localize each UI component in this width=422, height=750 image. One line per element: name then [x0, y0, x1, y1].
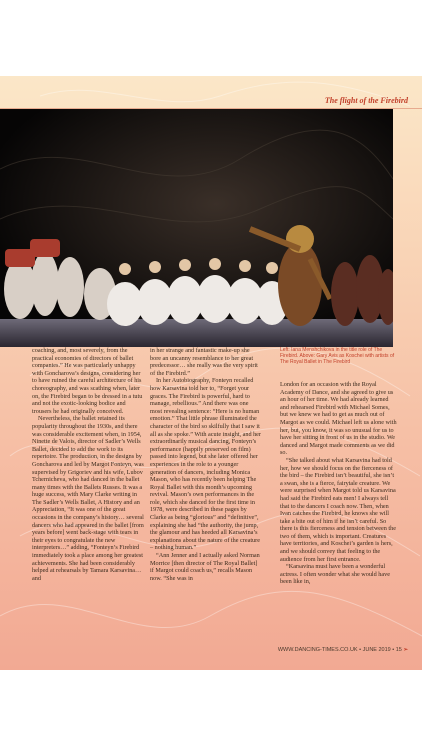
footer-separator: •: [392, 647, 395, 653]
photo-caption: Left: Iana Menshchikova in the title role of The Firebird. Above: Gary Avis as Koschei with artists of The Royal Ballet in The Firebird: [280, 347, 395, 365]
footer-site: WWW.DANCING-TIMES.CO.UK: [277, 647, 358, 653]
page-footer: [278, 647, 408, 653]
paragraph: Nevertheless, the ballet retained its popularity throughout the 1930s, and there was considerable excitement when, in 1954, Ninette de Valois, director of Sadler’s Wells Ballet, decided to add the work to its repertoire. The production, in the designs by Goncharova and led by Margot Fonteyn, was supervised by Grigoriev and his wife, Lubov Tchernicheva, who had danced in the ballet many times with the Ballets Russes. It was a huge success, with Mary Clarke writing in The Sadler’s Wells Ballet, A History and an Appreciation, “It was one of the great occasions in the company’s history… several dancers who had appeared in the ballet [from years before] went back-stage with tears in their eyes to congratulate the new interpreters…” adding, “Fonteyn’s Firebird immediately took a place among her greatest achievements. She had been considerably helped at rehearsals by Tamara Karsavina… and: [32, 415, 144, 582]
footer-date: JUNE 2019: [362, 647, 391, 653]
paragraph: “Karsavina must have been a wonderful actress. I often wonder what she would have been like in,: [280, 563, 390, 586]
text-column-2: [150, 347, 262, 582]
paragraph: in her strange and fantastic make-up she bore an uncanny resemblance to her great predecessor… she really was the very spirit of the Firebird.”: [150, 347, 258, 377]
magazine-page: [0, 76, 422, 670]
paragraph: “Ann Jenner and I actually asked Norman Morrice [then director of The Royal Ballet] if Margot could coach us,” recalls Mason now. “She was in: [150, 552, 260, 582]
paragraph: London for an occasion with the Royal Academy of Dance, and she agreed to give us an hour of her time. We had already learned and rehearsed Firebird with Michael Somes, but we knew we had to get as much out of Margot as we could. Michael left us alone with her, but, you know, it was so unusual for us to have her sitting in front of us in the studio. We danced and Margot made comments as we did so.: [280, 381, 397, 457]
text-column-1: [32, 347, 144, 582]
article-title: The flight of the Firebird: [324, 96, 408, 105]
footer-separator: •: [359, 647, 362, 653]
ballet-photo: [0, 109, 393, 347]
paragraph: In her Autobiography, Fonteyn recalled how Karsavina told her to, “Forget your graces. The Firebird is powerful, hard to manage, rebellious.” And there was one most revealing sentence: “Here is no human emotion.” That little phrase illuminated the character of the bird so skilfully that I saw it all as she spoke.” With acute insight, and her extraordinarily musical dancing, Fonteyn’s performance (happily preserved on film) passed into legend, but she later offered her experiences in the role to a younger generation of dancers, including Monica Mason, who has recently been helping The Royal Ballet with this month’s upcoming revival. Mason’s own performances in the role, which she danced for the first time in 1978, were described in these pages by Clarke as being “glorious” and “definitive”, explaining she had “the authority, the jump, the glamour and has heeded all Karsavina’s explanations about the nature of the creature – nothing human.”: [150, 377, 261, 552]
paragraph: coaching, and, most severely, from the practical economies of directors of ballet companies.” He was particularly unhappy with Goncharova’s designs, considering her to have ruined the careful architecture of his choreography, and was scathing when, later on, the Firebird began to be dressed in a tutu and not the exotic-looking bodice and trousers he had originally conceived.: [32, 347, 143, 415]
text-column-3: [280, 347, 398, 586]
paragraph: “She talked about what Karsavina had told her, how we should focus on the fierceness of the bird – the Firebird isn’t beautiful, she isn’t a swan, she is a fierce, fairytale creature. We were surprised when Margot told us Karsavina had said the Firebird eats men! I always tell that to the dancers I coach now. Then, when Ivan catches the Firebird, he knows she will take a bite out of him if he isn’t careful. So there is this fierceness and tension between the two of them, which is important. Creatures have territories, and Koschei’s garden is hers, and we should convey that feeling to the audience from her first entrance.: [280, 456, 396, 563]
continue-arrow-icon: ➢: [403, 647, 408, 653]
page-number: 15: [395, 647, 402, 653]
